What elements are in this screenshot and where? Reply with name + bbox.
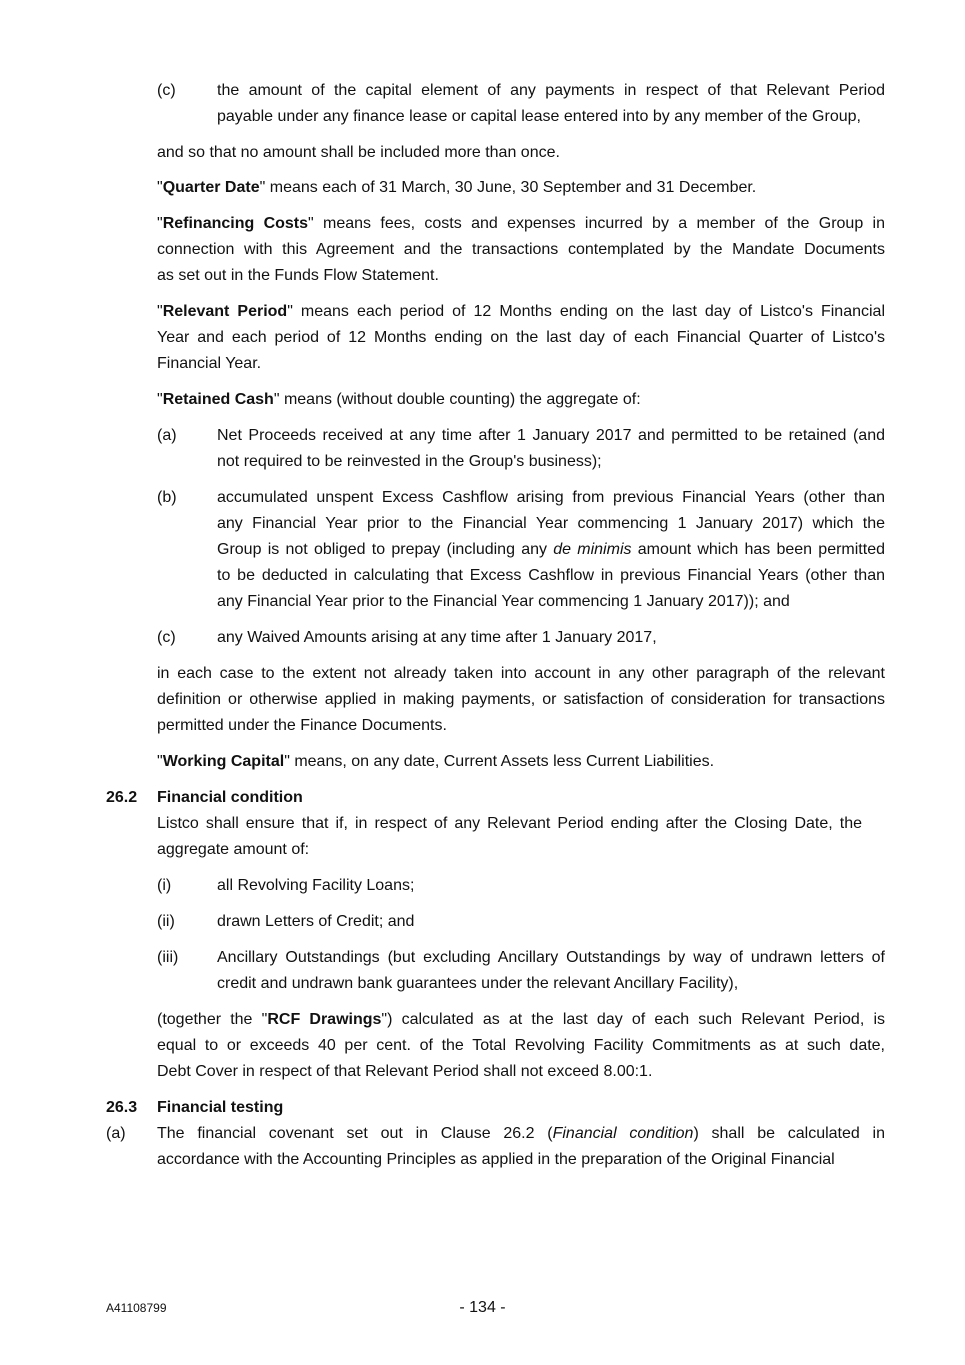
defined-term: Quarter Date	[162, 179, 260, 196]
defined-term: Relevant Period	[162, 303, 288, 320]
paragraph-line: Year and each period of 12 Months ending on the last day of each Financial Quarter of Listco's	[157, 329, 885, 346]
list-item-text: accumulated unspent Excess Cashflow arising from previous Financial Years (other than	[217, 489, 885, 506]
list-item-text: Net Proceeds received at any time after 1 January 2017 and permitted to be retained (and	[217, 427, 885, 444]
list-item-text: payable under any finance lease or capital lease entered into by any member of the Group,	[217, 108, 861, 125]
list-item-text: not required to be reinvested in the Group's business);	[217, 453, 602, 470]
paragraph-line: (together the "RCF Drawings") calculated as at the last day of each such Relevant Period, is	[157, 1011, 886, 1028]
list-item-text: drawn Letters of Credit; and	[217, 913, 415, 930]
section-number: 26.2	[106, 789, 138, 806]
document-reference: A41108799	[106, 1301, 167, 1315]
paragraph-line: definition or otherwise applied in making payments, or satisfaction of consideration for transactions	[157, 691, 885, 708]
paragraph-line: equal to or exceeds 40 per cent. of the Total Revolving Facility Commitments as at such date,	[157, 1037, 885, 1054]
list-item-text: any Waived Amounts arising at any time after 1 January 2017,	[217, 629, 657, 646]
defined-term: Refinancing Costs	[162, 215, 309, 232]
list-item-text: to be deducted in calculating that Excess Cashflow in previous Financial Years (other than	[217, 567, 885, 584]
paragraph-line: Listco shall ensure that if, in respect of any Relevant Period ending after the Closing Date, the	[157, 815, 862, 832]
paragraph-line: connection with this Agreement and the transactions contemplated by the Mandate Documents	[157, 241, 885, 258]
list-item-text: all Revolving Facility Loans;	[217, 877, 415, 894]
paragraph-line: as set out in the Funds Flow Statement.	[157, 267, 439, 284]
list-label: (c)	[157, 629, 176, 646]
section-heading: Financial testing	[157, 1099, 284, 1116]
list-item-text: the amount of the capital element of any payments in respect of that Relevant Period	[217, 82, 885, 99]
list-label: (a)	[106, 1125, 126, 1142]
list-label: (i)	[157, 877, 172, 894]
section-number: 26.3	[106, 1099, 138, 1116]
list-item-text: any Financial Year prior to the Financial Year commencing 1 January 2017)); and	[217, 593, 790, 610]
list-item-text: Group is not obliged to prepay (including any de minimis amount which has been permitted	[217, 541, 885, 558]
paragraph-line: Financial Year.	[157, 355, 262, 372]
definition-quarter-date: "Quarter Date" means each of 31 March, 30 June, 30 September and 31 December.	[157, 179, 757, 196]
paragraph-line: in each case to the extent not already taken into account in any other paragraph of the relevant	[157, 665, 885, 682]
definition-relevant-period: "Relevant Period" means each period of 12 Months ending on the last day of Listco's Financial	[157, 303, 885, 320]
paragraph-line: permitted under the Finance Documents.	[157, 717, 447, 734]
list-label: (ii)	[157, 913, 175, 930]
page-number: - 134 -	[459, 1299, 506, 1316]
defined-term: Retained Cash	[162, 391, 274, 408]
list-label: (c)	[157, 82, 176, 99]
paragraph-line: Debt Cover in respect of that Relevant Period shall not exceed 8.00:1.	[157, 1063, 653, 1080]
paragraph: and so that no amount shall be included more than once.	[157, 144, 560, 161]
section-heading: Financial condition	[157, 789, 303, 806]
defined-term: Working Capital	[162, 753, 285, 770]
paragraph-line: aggregate amount of:	[157, 841, 310, 858]
list-item-text: credit and undrawn bank guarantees under the relevant Ancillary Facility),	[217, 975, 739, 992]
list-label: (iii)	[157, 949, 179, 966]
definition-refinancing-costs: "Refinancing Costs" means fees, costs and expenses incurred by a member of the Group in	[157, 215, 885, 232]
definition-retained-cash: "Retained Cash" means (without double counting) the aggregate of:	[157, 391, 641, 408]
definition-working-capital: "Working Capital" means, on any date, Current Assets less Current Liabilities.	[157, 753, 715, 770]
paragraph-line: accordance with the Accounting Principles as applied in the preparation of the Original Financial	[157, 1151, 835, 1168]
list-item-text: Ancillary Outstandings (but excluding Ancillary Outstandings by way of undrawn letters of	[217, 949, 885, 966]
list-label: (a)	[157, 427, 177, 444]
paragraph-line: The financial covenant set out in Clause 26.2 (Financial condition) shall be calculated in	[157, 1125, 885, 1142]
list-item-text: any Financial Year prior to the Financial Year commencing 1 January 2017) which the	[217, 515, 885, 532]
list-label: (b)	[157, 489, 177, 506]
defined-term: RCF Drawings	[267, 1011, 382, 1028]
